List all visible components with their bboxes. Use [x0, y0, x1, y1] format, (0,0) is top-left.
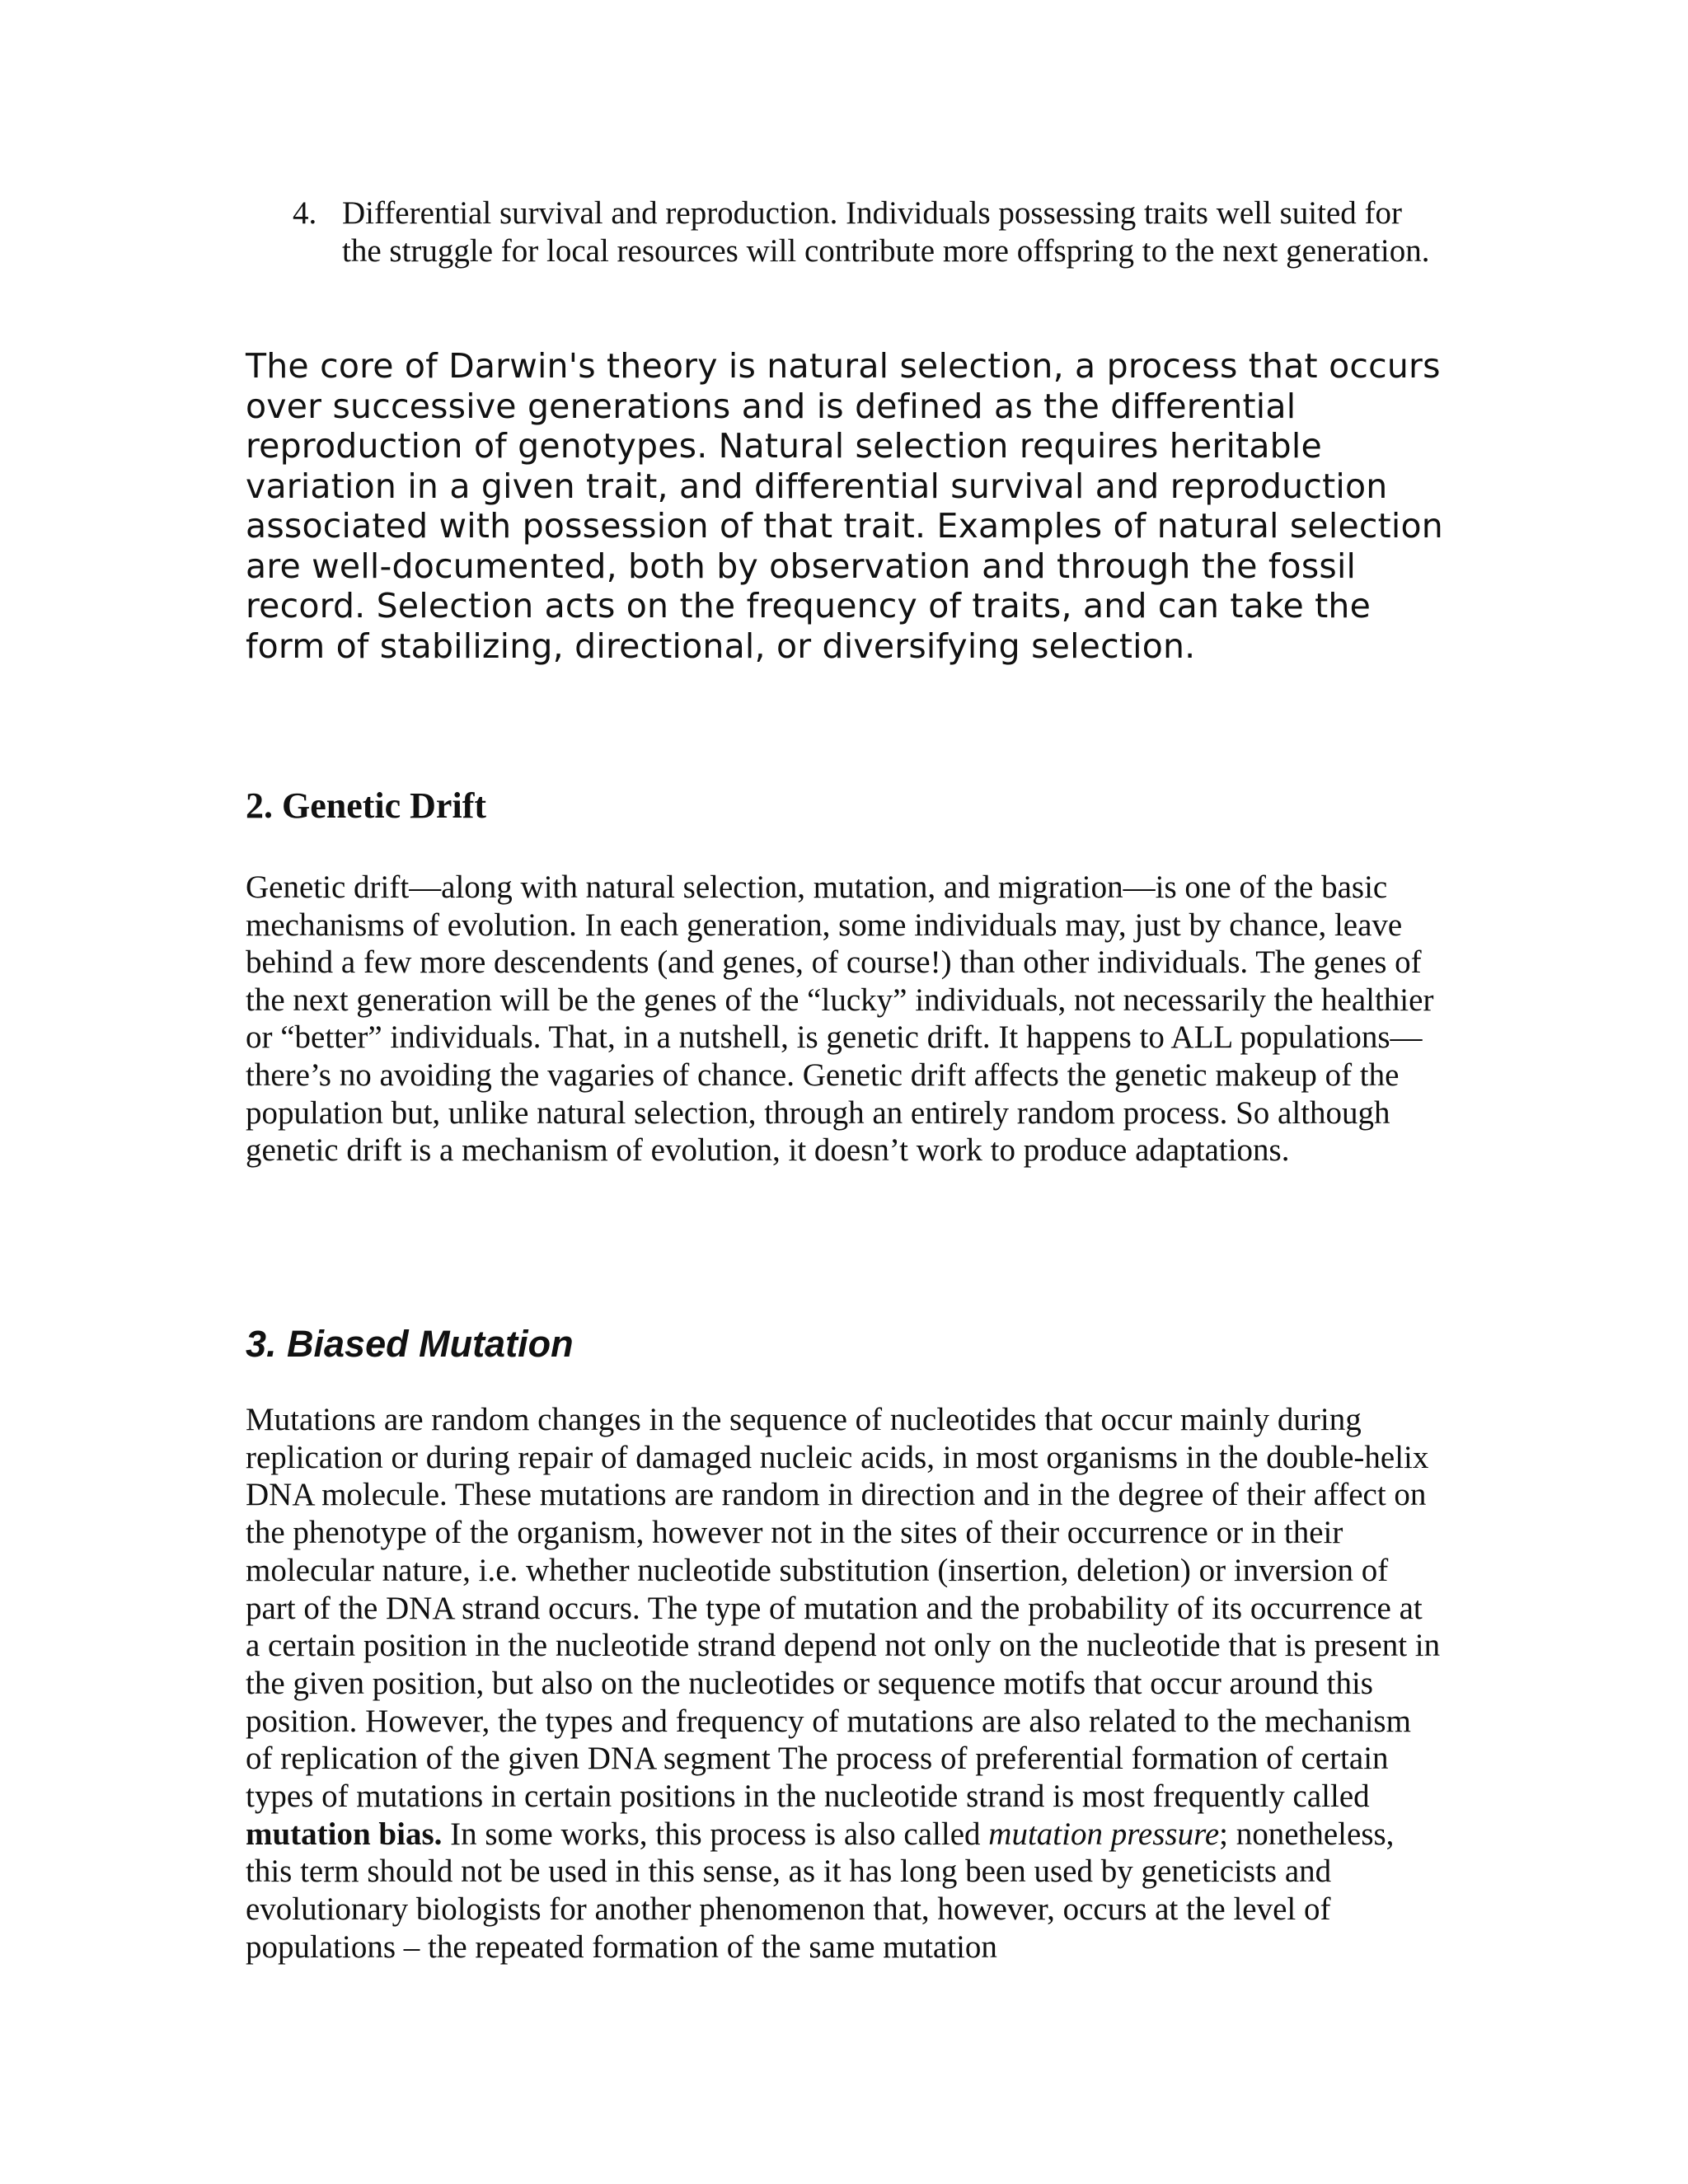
biased-mutation-text-part1: Mutations are random changes in the sequence of nucleotides that occur mainly during replication or during repair of damaged nucleic acids, in most organisms in the double-helix DNA molecule. These mutations are random in direction and in the degree of their affect on the phenotype of the organism, however not in the sites of their occurrence or in their molecular nature, i.e. whether nucleotide substitution (insertion, deletion) or inversion of part of the DNA strand occurs. The type of mutation and the probability of its occurrence at a certain position in the nucleotide strand depend not only on the nucleotide that is present in the given position, but also on the nucleotides or sequence motifs that occur around this position. However, the types and frequency of mutations are also related to the mechanism of replication of the given DNA segment The process of preferential formation of certain types of mutations in certain positions in the nucleotide strand is most frequently called: [246, 1402, 1441, 1815]
biased-mutation-paragraph: [246, 1401, 1442, 1966]
genetic-drift-heading: 2. Genetic Drift: [246, 785, 486, 826]
biased-mutation-text-part2: In some works, this process is also called: [442, 1816, 989, 1852]
mutation-bias-term: mutation bias.: [246, 1816, 443, 1852]
darwin-theory-paragraph: The core of Darwin's theory is natural selection, a process that occurs over successive generations and is defined as the differential reproduction of genotypes. Natural selection requires heritable variation in a given trait, and differential survival and reproduction associated with possession of that trait. Examples of natural selection are well-documented, both by observation and through the fossil record. Selection acts on the frequency of traits, and can take the form of stabilizing, directional, or diversifying selection.: [246, 346, 1443, 666]
mutation-pressure-term: mutation pressure: [988, 1816, 1220, 1852]
list-item-number: 4.: [293, 195, 317, 231]
biased-mutation-heading: 3. Biased Mutation: [246, 1323, 574, 1365]
genetic-drift-paragraph: Genetic drift—along with natural selection, mutation, and migration—is one of the basic mechanisms of evolution. In each generation, some individuals may, just by chance, leave behind a few more descendents (and genes, of course!) than other individuals. The genes of the next generation will be the genes of the “lucky” individuals, not necessarily the healthier or “better” individuals. That, in a nutshell, is genetic drift. It happens to ALL populations—there’s no avoiding the vagaries of chance. Genetic drift affects the genetic makeup of the population but, unlike natural selection, through an entirely random process. So although genetic drift is a mechanism of evolution, it doesn’t work to produce adaptations.: [246, 869, 1434, 1169]
list-item: [293, 194, 1430, 270]
list-item-text: Differential survival and reproduction. Individuals possessing traits well suited for the struggle for local resources will contribute more offspring to the next generation.: [342, 195, 1430, 269]
biased-mutation-text-part3: ; nonetheless, this term should not be used in this sense, as it has long been used by geneticists and evolutionary biologists for another phenomenon that, however, occurs at the level of populations – the repeated formation of the same mutation: [246, 1816, 1395, 1965]
